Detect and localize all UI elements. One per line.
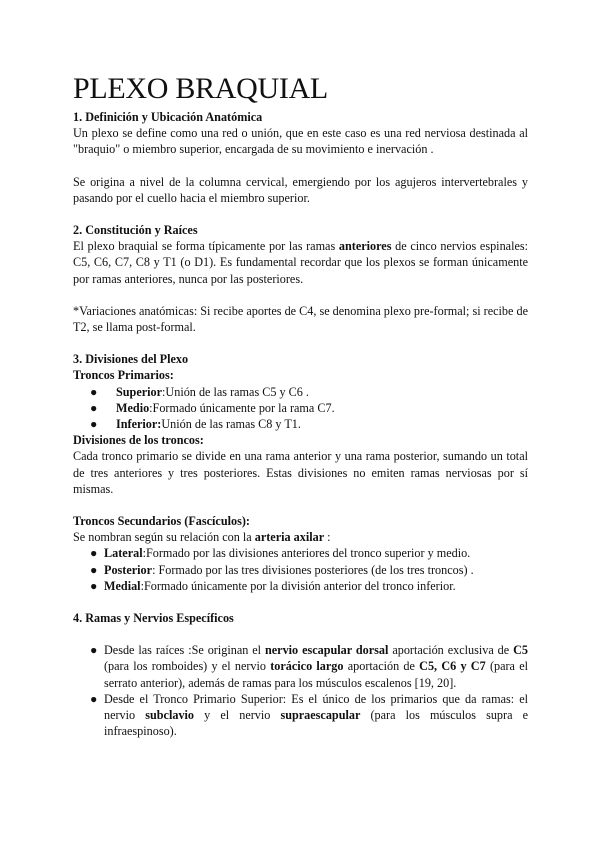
list-item: ● Superior:Unión de las ramas C5 y C6 . — [90, 384, 309, 399]
section-1-paragraph-1: Un plexo se define como una red o unión, que en este caso es una red nerviosa destinada al "braquio" o miembro superior, encargada de su movimiento e inervación . — [73, 126, 528, 157]
bullet-icon: ● — [90, 562, 98, 577]
secondary-trunks-intro: Se nombran según su relación con la arteria axilar : — [73, 530, 331, 545]
bullet-icon: ● — [90, 400, 98, 415]
section-2-paragraph-2: *Variaciones anatómicas: Si recibe aportes de C4, se denomina plexo pre-formal; si recibe de T2, se llama post-formal. — [73, 303, 528, 335]
list-item: ● Inferior:Unión de las ramas C8 y T1. — [90, 417, 301, 432]
primary-trunks-heading: Troncos Primarios: — [73, 368, 174, 383]
secondary-trunks-heading: Troncos Secundarios (Fascículos): — [73, 514, 250, 529]
section-1-paragraph-2: Se origina a nivel de la columna cervical, emergiendo por los agujeros intervertebrales y pasando por el cuello hacia el miembro superior. — [73, 174, 528, 205]
list-item: ● Posterior: Formado por las tres divisiones posteriores (de los tres troncos) . — [90, 562, 474, 577]
bullet-icon: ● — [90, 578, 98, 593]
trunk-divisions-text: Cada tronco primario se divide en una rama anterior y una rama posterior, sumando un total de tres anteriores y tres posteriores. Estas divisiones no emiten ramas nerviosas por sí mismas. — [73, 449, 528, 496]
list-item: ● Lateral:Formado por las divisiones anteriores del tronco superior y medio. — [90, 546, 471, 561]
bullet-icon: ● — [90, 643, 98, 658]
list-item: ● Desde el Tronco Primario Superior: Es el único de los primarios que da ramas: el nervio subclavio y el nervio supraescapular (para los músculos supra e infraespinoso). — [90, 691, 529, 739]
bullet-icon: ● — [90, 691, 98, 706]
bullet-icon: ● — [90, 546, 98, 561]
list-item: ● Medial:Formado únicamente por la división anterior del tronco inferior. — [90, 578, 456, 593]
secondary-trunks-list — [73, 545, 528, 594]
section-3-heading: 3. Divisiones del Plexo — [73, 352, 189, 367]
list-item: ● Desde las raíces :Se originan el nervio escapular dorsal aportación exclusiva de C5 (para los romboides) y el nervio torácico largo aportación de C5, C6 y C7 (para el serrato anterior), además de ramas para los músculos escalenos [19, 20]. — [90, 643, 529, 690]
list-item: ● Medio:Formado únicamente por la rama C7. — [90, 400, 335, 415]
bullet-icon: ● — [90, 384, 98, 399]
trunk-divisions-heading: Divisiones de los troncos: — [73, 433, 204, 448]
page-title: PLEXO BRAQUIAL — [73, 72, 328, 105]
section-2-paragraph-1: El plexo braquial se forma típicamente por las ramas anteriores de cinco nervios espinales: C5, C6, C7, C8 y T1 (o D1). Es fundamental recordar que los plexos se forman únicamente por ramas anteriores, nunca por las posteriores. — [73, 239, 528, 286]
primary-trunks-list — [73, 384, 528, 433]
bullet-icon: ● — [90, 417, 98, 432]
branches-list — [73, 642, 528, 739]
document-page — [73, 72, 528, 740]
section-2-heading: 2. Constitución y Raíces — [73, 223, 198, 238]
section-4-heading: 4. Ramas y Nervios Específicos — [73, 611, 234, 626]
section-1-heading: 1. Definición y Ubicación Anatómica — [73, 110, 263, 124]
